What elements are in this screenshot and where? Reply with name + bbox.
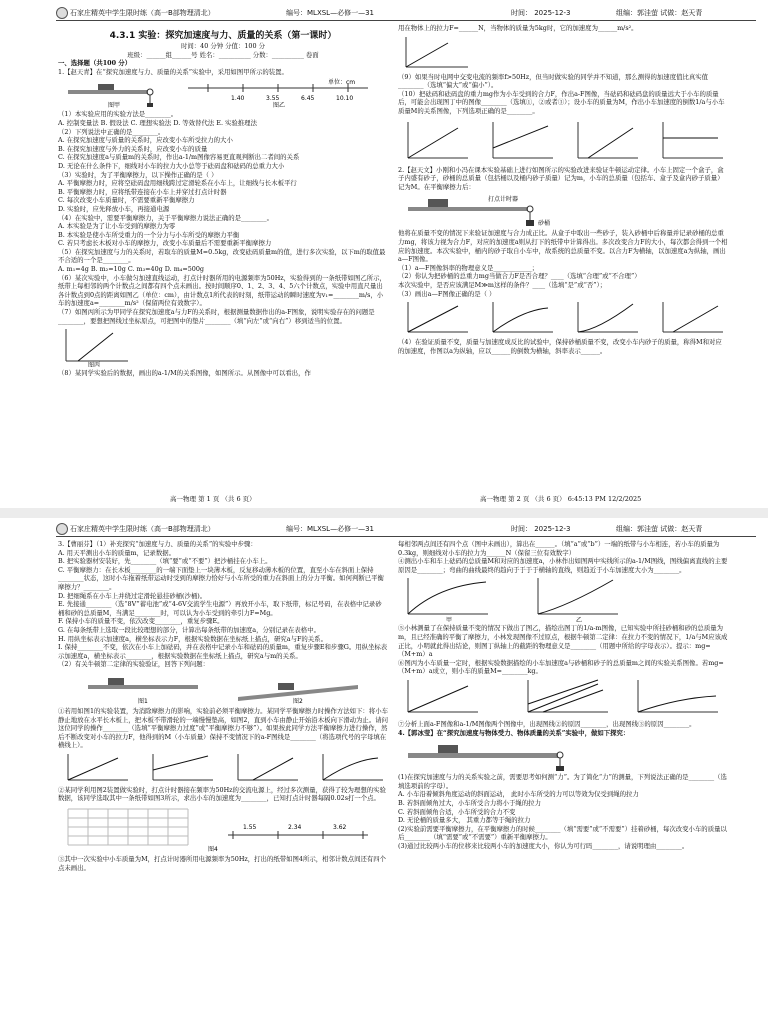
q2-graph-D — [663, 302, 723, 332]
fig1-label: 图1 — [138, 697, 148, 705]
cart-fig2 — [278, 683, 294, 690]
q1-part3-C: C. 每次改变小车质量时，不需要重新平衡摩擦力 — [58, 196, 195, 205]
fig2-label: 图2 — [293, 697, 303, 705]
q3-part5: ⑤小林测量了在保持质量不变的情况下做出了图乙，描绘出图丁的1/a-m图像，已知实验中所挂砂桶和砂的总质量为m，且已经准确的平衡了摩擦力，小林发现图像不过原点，根据牛顿第二定律：在拉力不变的情况下，1/a与M应该成正比，小明就此得出结论，则图丁纵轴上的截距的物理意义是________（用题中所给的字母表示）。提示：mg=（M+m）a — [398, 624, 728, 659]
graph-bing — [408, 680, 478, 712]
q1-part5-options: A. m₁=4g B. m₂=10g C. m₃=40g D. m₄=500g — [58, 265, 205, 274]
q1-part2-C: C. 在探究加速度a与质量m的关系时，作出a-1/m图像容易更直观判断出二者间的关系 — [58, 153, 300, 162]
q1-part4-C: C. 若只考虑长木板对小车的摩擦力，改变小车质量后不需要重新平衡摩擦力 — [58, 239, 272, 248]
timer-label: 打点计时器 — [488, 196, 519, 204]
question-4: 4.【郭冰莹】在“探究加速度与物体受力、物体质量的关系”实验中，做如下探究： — [398, 728, 630, 737]
cart-body — [438, 745, 458, 753]
q4-part1-A: A. 小车沿着倾斜角度运动的斜面运动， 此时小车所受的力可以等效为仅受到绳的拉力 — [398, 790, 639, 799]
tape-value: 1.40 — [231, 95, 245, 103]
apparatus-figures — [58, 671, 378, 705]
graph-yi — [538, 578, 618, 614]
q3-part2-1: ①若用如图1的实验装置，为消除摩擦力的影响，实验前必须平衡摩擦力。某同学平衡摩擦力时操作方法如下：将小车静止地放在水平长木板上，把木板不带滑轮的一端慢慢垫高，如图2，直到小车由静止开始沿木板向下滑动为止。请问这位同学的操作________（选填“平衡摩擦力过度”或“平衡摩擦力不够”）。如果按此同学方法平衡摩擦力进行操作，然后不断改变对小车的拉力F，他得到的M（小车质量）保持不变情况下的a-F图线是________（将选项代号的字母填在横线上）。 — [58, 706, 388, 750]
cart-with-box — [428, 199, 448, 207]
q1-part3: （3）实验时，为了平衡摩擦力，以下操作正确的是（ ） — [58, 170, 218, 179]
doc-date: 时间： 2025-12-3 — [511, 9, 571, 17]
q3-graph-B — [153, 754, 213, 780]
q1-part2: （2）下列说法中正确的是________。 — [58, 127, 165, 136]
q3-step-B: B. 把实验器材安装好，先________（填“要”或“不要”）把沙桶挂在小车上。 — [58, 557, 272, 566]
tape-value: 2.34 — [288, 824, 302, 832]
track-board — [408, 753, 558, 758]
fig4-label: 图4 — [208, 846, 218, 854]
q3-step-C: C. 平衡摩擦力：在长木板________的一端下面垫上一块薄木板，反复移动薄木板的位置，直至小车在斜面上保持________状态，这时小车拖着纸带运动时受到的摩擦力恰好与小车所受的重力在斜面上的分力平衡。如何判断已平衡摩擦力？________。 — [58, 565, 384, 591]
q2-graph-B — [493, 302, 553, 332]
q1-part3-D: D. 实验时，应先释放小车，再接通电源 — [58, 204, 170, 213]
option-graph-C — [578, 122, 638, 158]
school-seal-icon — [56, 7, 68, 19]
q3-step-E: E. 先接通________（选“8V”蓄电池”或“4-6V交流学生电源”）再放开小车，取下纸带，标记号码，在表格中记录砂桶和砂的总质量M，当满足________时，可以认为小车受到的牵引力F=Mg。 — [58, 600, 382, 617]
tape-value: 3.62 — [333, 824, 347, 832]
option-graph-D — [663, 122, 723, 158]
q1-part9: （9）如果当时电网中交变电流的频率f>50Hz，但当时做实验的同学并不知道，那么测得的加速度值比真实值________（选填“偏大”或“偏小”）。 — [398, 72, 709, 90]
q3-step-F: F. 保持小车的质量不变，依次改变________，重复步骤E。 — [58, 617, 224, 626]
four-option-graphs — [398, 118, 728, 164]
q4-part3: (3)通过比较两小车的位移来比较两小车的加速度大小，你认为可行吗________，请说明理由________。 — [398, 841, 689, 850]
q3-part7: ⑦分析上面a-F图像和a-1/M图像两个图像中，出现图线②的原因________，出现图线③的原因________。 — [398, 719, 696, 728]
figure-sand-cart — [398, 193, 728, 227]
q2-part1: （1）a—F图像斜率的物理意义是____________； — [398, 263, 539, 272]
q1-part5: （5）在探究加速度与力的关系时，若取车的质量M=0.5kg，改变砝码质量m的值，进行多次实验，以下m的取值最不合适的一个是________。 — [58, 247, 386, 265]
q3-step-A: A. 用天平测出小车的质量m，记录数据。 — [58, 548, 175, 557]
q3-part2-2: ②某同学利用图2装置做实验时，打点计时器接在频率为50Hz的交流电源上，经过多次测量，获得了较为理想的实验数据，该同学选取其中一条纸带如图3所示，求出小车的加速度为________，已知打点计时器每隔0.02s打一个点。 — [58, 785, 386, 803]
q1-part2-D: D. 无论在什么条件下，细线对小车的拉力大小总等于砝码盘和砝码的总重力大小 — [58, 161, 285, 170]
q3-part2-3: ③其中一次实验中小车质量为M，打点计时器所用电源频率为50Hz，打出的纸带如图4所示，相邻计数点间还有四个点未画出。 — [58, 855, 387, 872]
q3-part2: （2）有关牛顿第二定律的实验验证，回答下列问题： — [58, 660, 210, 669]
a-F-graph-bing — [58, 327, 138, 367]
q3-step-G: G. 在每条纸带上选取一段比较理想的部分，计算出每条纸带的加速度a，分别记录在表格中。 — [58, 625, 320, 634]
doc-date: 时间： 2025-12-3 — [511, 525, 571, 533]
curve-graphs — [398, 576, 648, 622]
option-graph-A — [408, 122, 468, 158]
right-column — [398, 24, 728, 355]
student-info: 班级：______组______号 姓名：__________ 分数：__________ 卷面 — [127, 50, 319, 59]
sand-cart-diagram — [398, 193, 598, 227]
q3-graph-C — [238, 754, 298, 780]
board-fig1 — [88, 685, 198, 689]
q2-part2b: 本次实验中，是否应该满足M≫m这样的条件？____（选填“是”或“否”）； — [398, 280, 607, 289]
page-header — [56, 522, 756, 537]
footer-page-1: 高一物理 第 1 页 （共 6 页） — [170, 495, 256, 503]
figure-a-inverse-m — [398, 35, 728, 71]
q4-part1: (1)在探究加速度与力的关系实验之前，需要思考如何测“力”。为了简化“力”的测量，下列说法正确的是________（选填选项前的字母）。 — [398, 773, 727, 790]
figure-q4 — [398, 739, 728, 771]
graph-line — [78, 333, 113, 361]
sand-bucket — [526, 220, 534, 226]
q1-part4-A: A. 本实验是为了让小车受到的摩擦力为零 — [58, 222, 176, 231]
sand-bucket-label: 砂桶 — [538, 220, 551, 228]
graph-a-F-123 — [528, 680, 608, 712]
q3-graphs-row — [398, 678, 728, 718]
school-seal-icon — [56, 523, 68, 535]
q1-part10: （10）把砝码和砝码盘的重力mg作为小车受到的合力F，作出a-F图像，当砝码和砝码盘的质量远大于小车的质量后，可能会出现图丁中的图像________（选填①，②或者③）；设小车的质量为M，作出小车加速度的倒数1/a与小车质量M的关系图像，下列选项正确的是________。 — [398, 89, 725, 115]
graph-jia — [408, 578, 488, 614]
q1-part3-B: B. 平衡摩擦力时，应将纸带连接在小车上并穿过打点计时器 — [58, 187, 227, 196]
track-board — [408, 207, 528, 211]
q3-step-D: D. 把细绳系在小车上并绕过定滑轮悬挂砂桶(沙桶)。 — [58, 591, 207, 600]
q3-graph-D — [323, 754, 383, 780]
q1-part1: （1）本实验应用的实验方法是________。 — [58, 110, 178, 119]
q1-part6: （6）某次实验中，小车做匀加速直线运动，打点计时器所用的电源频率为50Hz，实验得到的一条纸带如图乙所示，纸带上每相邻的两个计数点之间都有四个点未画出。按时间顺序0、1、2、3、4、5六个计数点，实验中用直尺量出各计数点到0点的距离如图乙（单位：cm），由计数点1所代表的时刻，纸带运动的瞬时速度为v₁=________m/s，小车的加速度a=________m/s²（保留两位有效数字）。 — [58, 273, 386, 308]
graph-line — [406, 43, 448, 67]
figure-1-2 — [58, 671, 388, 705]
fig-label-jia: 图甲 — [108, 102, 121, 109]
q1-part2-A: A. 在探究加速度与质量的关系时，应改变小车所受拉力的大小 — [58, 136, 233, 145]
school-name: 石家庄精英中学生限时练（高一B部物理清北） — [70, 525, 215, 533]
tape-value: 10.10 — [336, 95, 354, 103]
time-score: 时间：40 分钟 分值：100 分 — [181, 42, 265, 50]
question-1: 1.【赵天青】在“探究加速度与力、质量的关系”实验中，采用如图甲所示的装置。 — [58, 67, 288, 76]
q3-step-I: I. 保持________不变，依次在小车上加砝码，并在表格中记录小车和砝码的质量m，重复步骤E和步骤G。用纵坐标表示加速度a，横坐标表示________，根据实验数据在坐标纸上描点，研究a与m的关系。 — [58, 643, 388, 660]
question-3: 3.【曹丽芬】（1）补充探究“加速度与力、质量的关系”的实验中步骤： — [58, 540, 257, 548]
graph-jia-label: 甲 — [446, 617, 453, 623]
q1-part8: （8）某同学实验后的数据，画出的a-1/M的关系图像，如图所示。从图像中可以看出，作 — [58, 369, 311, 378]
q3-graph-A — [68, 754, 128, 780]
page-title: 4.3.1 实验：探究加速度与力、质量的关系（第一课时） — [109, 31, 337, 41]
graph-grid — [68, 809, 188, 845]
q2-description: 他将在质量不变的情况下来验证加速度与合力成正比。从盒子中取出一些砂子，装入砂桶中后称量并记录砂桶的总重力mg，将该力视为合力F，对应的加速度a则从打下的纸带中计算得出。多次改变合力F的大小，每次都会得到一个相应的加速度。本次实验中，桶内的砂子取自小车中，故系统的总质量不变。以合力F为横轴，以加速度a为纵轴，画出a—F图像。 — [398, 229, 728, 264]
grid-and-tape-fig4 — [58, 805, 378, 853]
q3-four-graphs — [58, 752, 388, 784]
option-graphs-row — [398, 118, 728, 164]
q1-part3-A: A. 平衡摩擦力时，应将空砝码盘用细线跨过定滑轮系在小车上，让细线与长木板平行 — [58, 179, 297, 188]
q4-part1-D: D. 无论桶的质量多大， 其重力都等于绳的拉力 — [398, 816, 531, 825]
figure-cart-and-tape — [58, 78, 388, 108]
q3-part4: ④测出小车和车上砝码的总质量M和对应的加速度a，小林作出如图两中实线所示的a-1/M图线，图线偏离直线的主要原因是________；弯曲的曲线最终的趋向于于于于横轴的直线，则趋近于小车加速度大小为________。 — [398, 557, 728, 574]
doc-code: 编号：MLXSL—必修一—31 — [286, 525, 374, 533]
graph-yi-label: 乙 — [576, 617, 583, 623]
fig-label-yi: 图乙 — [273, 102, 286, 109]
continued-text: 用在物体上的拉力F=______N，当物体的质量为5kg时，它的加速度为______m/s²。 — [398, 24, 638, 32]
track-board — [68, 90, 148, 94]
q3-option-graphs — [58, 752, 388, 784]
figure-bing — [58, 327, 388, 367]
q4-part1-C: C. 若斜面倾角合适，小车所受的合力不变 — [398, 807, 516, 816]
q1-part2-B: B. 在探究加速度与外力的关系时，应改变小车的质量 — [58, 144, 208, 153]
footer-page-2: 高一物理 第 2 页 （共 6 页） 6:45:13 PM 12/2/2025 — [480, 495, 642, 503]
figure-jia-yi — [398, 576, 728, 622]
q2-graph-A — [408, 302, 468, 332]
school-name: 石家庄精英中学生限时练（高一B部物理清北） — [70, 9, 215, 17]
question-2: 2.【赵天文】小刚和小冯在课本实验基础上进行如图所示的实验改进来验证牛顿运动定律。小车上固定一个盒子，盒子内盛有砂子，砂桶的总质量（包括桶以及桶内砂子质量）记为m，小车的总质量（包括车、盒子及盒内砂子质量）记为M。在平衡摩擦力后： — [398, 165, 724, 191]
left-column — [58, 24, 388, 378]
cart-tape-diagram — [58, 78, 378, 108]
right-column — [398, 540, 728, 850]
q3-three-graphs — [398, 678, 728, 718]
graph-a-1overM — [638, 680, 718, 712]
fig-label-bing: 图丙 — [88, 362, 101, 368]
tape-value: 6.45 — [301, 95, 315, 103]
section-heading: 一、选择题（共100 分） — [58, 59, 132, 68]
doc-code: 编号：MLXSL—必修一—31 — [286, 9, 374, 17]
exam-sheet-2 — [0, 520, 768, 1020]
q3-part6: ⑥图丙为小车质量一定时，根据实验数据描绘的小车加速度a与砂桶和砂子的总质量m之间的实验关系图像。若mg=（M+m）a成立，则小车的质量M=________kg。 — [398, 658, 724, 676]
page-gap — [0, 508, 768, 518]
bucket — [556, 766, 564, 771]
exam-sheet-1 — [0, 4, 768, 504]
q2-part3: （3）画出a—F图像正确的是（ ） — [398, 289, 496, 298]
left-column — [58, 540, 388, 872]
q2-option-graphs — [398, 300, 728, 336]
q1-part4: （4）在实验中，需要平衡摩擦力，关于平衡摩擦力说法正确的是________。 — [58, 213, 273, 222]
a-1overM-graph — [398, 35, 478, 71]
doc-group: 组编：郭洼萤 试做：赵天青 — [616, 525, 703, 533]
cart-fig1 — [108, 678, 124, 685]
q1-part4-B: B. 本实验是使小车所受重力的一个分力与小车所受的摩擦力平衡 — [58, 230, 240, 239]
q2-graph-C — [578, 302, 638, 332]
q2-part4: （4）在验证质量不变，质量与加速度成反比的试验中，保持砂桶质量不变，改变小车内砂子的质量，称得M和对应的加速度，作图以a为纵轴，应以______的倒数为横轴，斜率表示______。 — [398, 338, 722, 355]
page-header — [56, 6, 756, 21]
q2-four-graphs — [398, 300, 728, 336]
weight-pan — [147, 103, 153, 107]
q4-part2: (2)实验前需要平衡摩擦力，在平衡摩擦力的时候________（填“需要”或“不需要”）挂着砂桶，每次改变小车的质量以后________（填“需要”或“不需要”）重新平衡摩擦力。 — [398, 824, 727, 842]
q4-apparatus — [398, 739, 598, 771]
tape-value: 1.55 — [243, 824, 257, 832]
q2-part2: （2）你认为把砂桶的总重力mg当做合力F是否合理？____（选填“合理”或“不合理”） — [398, 272, 641, 281]
q3-step-H: H. 用纵坐标表示加速度a，横坐标表示力F，根据实验数据在坐标纸上描点，研究a与F的关系。 — [58, 634, 327, 643]
tape-value: 3.55 — [266, 95, 280, 103]
cart-body — [98, 84, 114, 90]
q1-part7: （7）如图丙所示为甲同学在探究加速度a与力F的关系时，根据测量数据作出的a-F图象，说明实验存在的问题是________，要想把图线过坐标原点，可把图中的垫片________（填“向左”或“向右”）移到适当的位置。 — [58, 308, 375, 325]
q1-part1-options: A. 控制变量法 B. 假设法 C. 理想实验法 D. 等效替代法 E. 实验推理法 — [58, 118, 257, 127]
figure-4 — [58, 805, 388, 853]
tape-unit: 单位：cm — [328, 79, 356, 87]
option-graph-B — [493, 122, 553, 158]
continued-text: 每相邻两点间还有四个点（图中未画出），算出在______。（填“a”或“b”）一端的纸带与小车相连，若小车的质量为0.3kg，则细线对小车的拉力为______N（保留三位有效数字） — [398, 540, 720, 557]
q4-part1-B: B. 若斜面倾角过大，小车所受合力将小于绳的拉力 — [398, 798, 541, 807]
doc-group: 组编：郭洼萤 试做：赵天青 — [616, 9, 703, 17]
